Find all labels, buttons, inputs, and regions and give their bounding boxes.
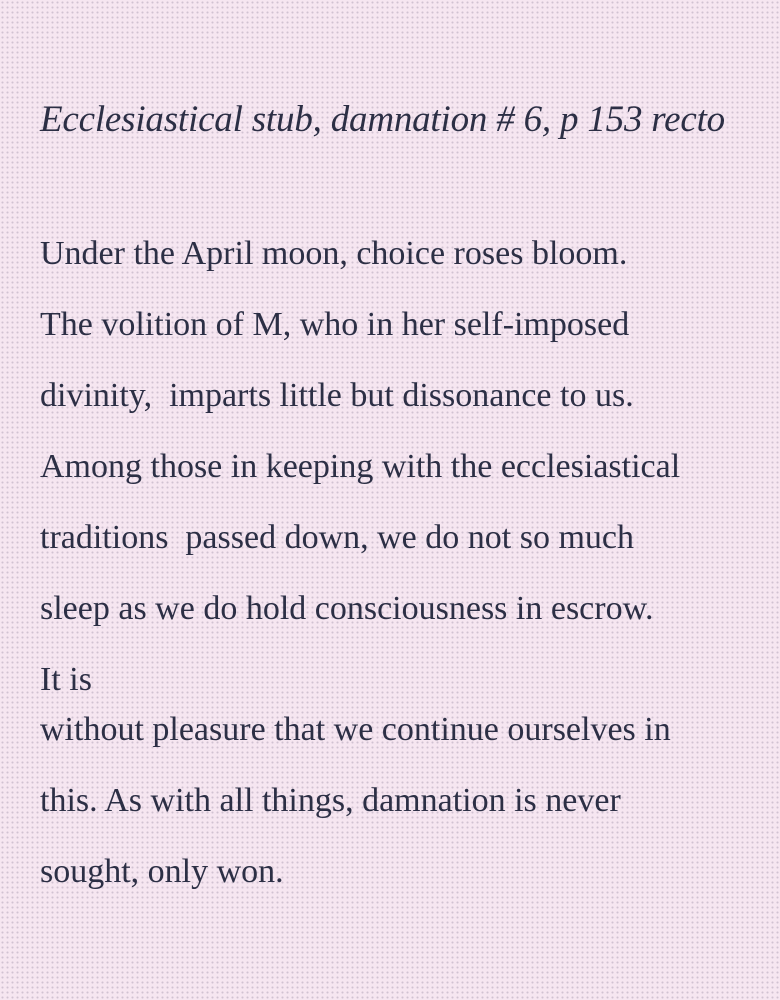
body-text [40, 231, 680, 920]
text-line: The volition of M, who in her self-imposed [40, 306, 630, 343]
page [40, 0, 770, 1000]
text-line: traditions passed down, we do not so much [40, 519, 634, 556]
text-line: sought, only won. [40, 853, 284, 890]
text-line: Among those in keeping with the ecclesiastical [40, 448, 681, 485]
page-title: Ecclesiastical stub, damnation # 6, p 153 recto [40, 99, 725, 140]
text-line: Under the April moon, choice roses bloom. [40, 235, 628, 272]
text-line: this. As with all things, damnation is never [40, 782, 621, 819]
text-line: without pleasure that we continue ourselves in [40, 711, 671, 748]
text-line: It is [40, 661, 92, 698]
text-line: sleep as we do hold consciousness in escrow. [40, 590, 654, 627]
text-line: divinity, imparts little but dissonance to us. [40, 377, 634, 414]
